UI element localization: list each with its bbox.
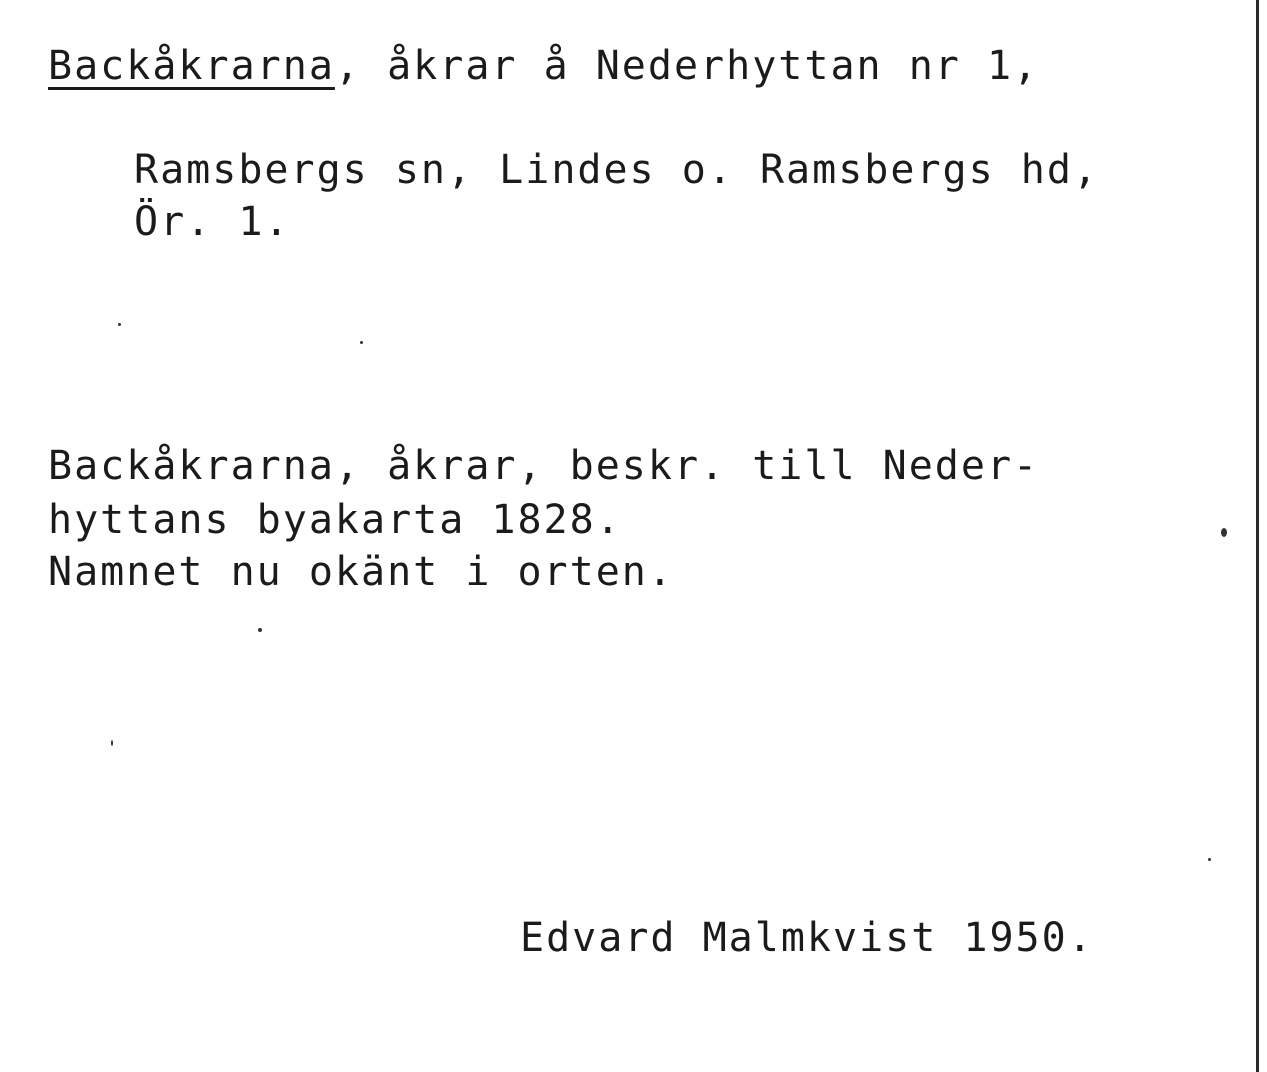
body-line-2: hyttans byakarta 1828. (48, 497, 622, 543)
scan-speck (1221, 528, 1227, 537)
card-header-line-1 (48, 40, 1039, 92)
body-line-3: Namnet nu okänt i orten. (48, 549, 674, 595)
header-line-1-rest: , åkrar å Nederhyttan nr 1, (334, 43, 1040, 89)
scan-speck (118, 323, 121, 326)
card-edge (1256, 0, 1259, 1072)
signature: Edvard Malmkvist 1950. (520, 915, 1094, 961)
scan-speck (360, 341, 363, 344)
scan-speck (111, 740, 113, 746)
body-line-1: Backåkrarna, åkrar, beskr. till Neder- (48, 443, 1040, 489)
scan-speck (258, 628, 262, 632)
card-header-line-3: Ör. 1. (134, 199, 291, 245)
card-header-line-2: Ramsbergs sn, Lindes o. Ramsbergs hd, (134, 147, 1100, 193)
headword: Backåkrarna (48, 43, 335, 89)
scan-speck (1208, 858, 1211, 861)
